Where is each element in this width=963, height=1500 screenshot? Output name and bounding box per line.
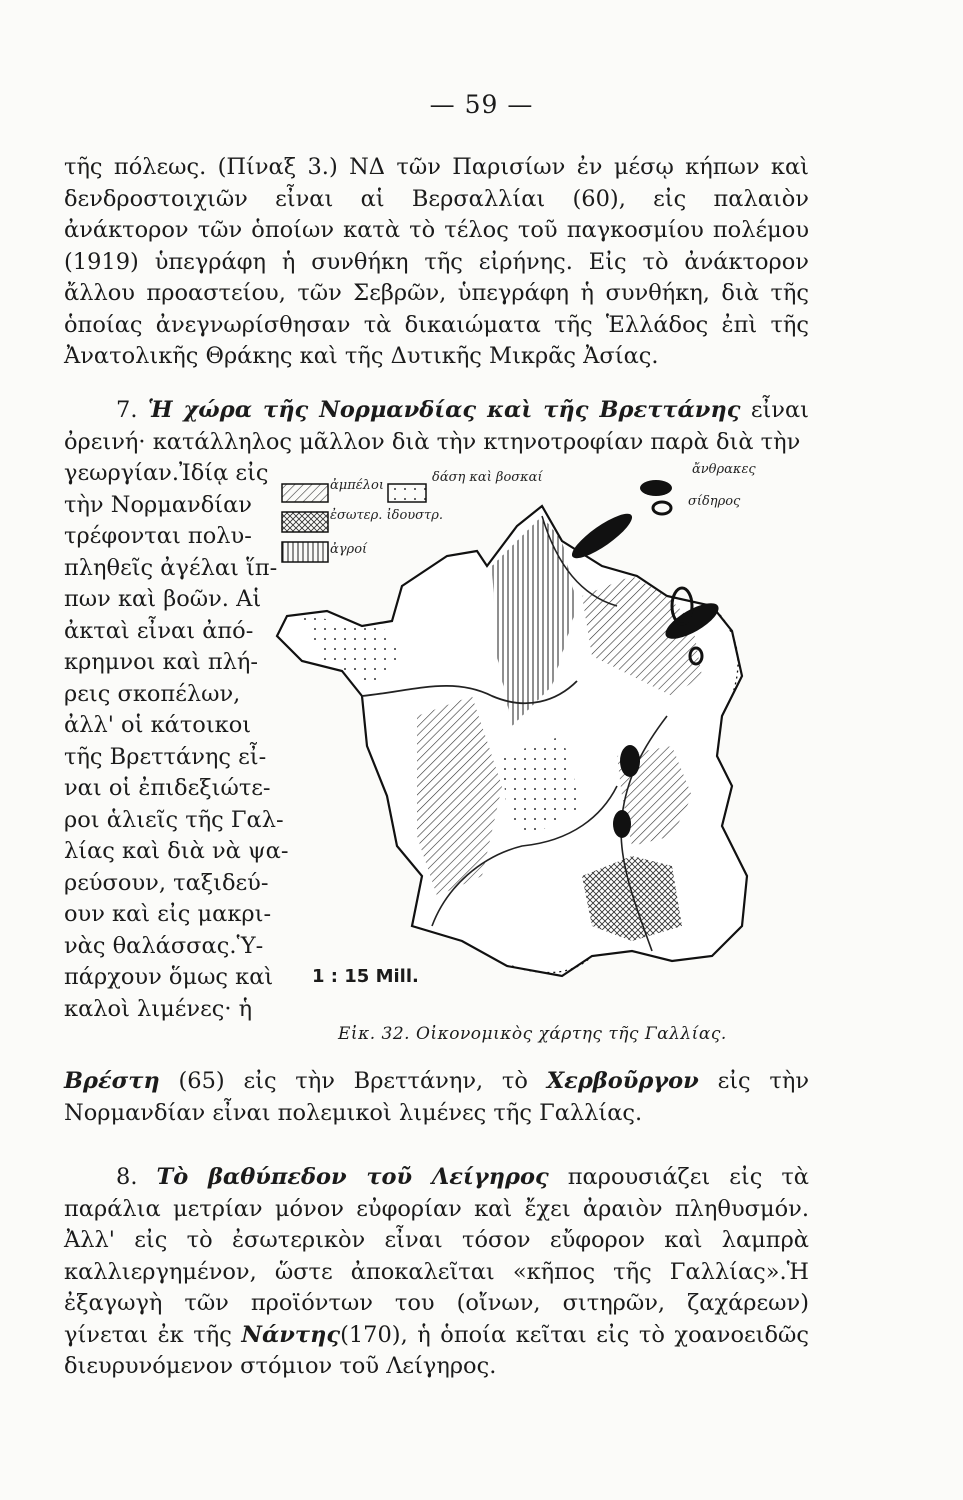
section-8-number: 8.: [116, 1164, 138, 1190]
section-7-text: εἶναι ὀρεινή· κατάλληλος μᾶλλον διὰ τὴν κτηνοτροφίαν παρὰ διὰ τὴν: [64, 397, 810, 455]
legend-box-fields: [282, 542, 328, 562]
paragraph-top: τῆς πόλεως. (Πίναξ 3.) ΝΔ τῶν Παρισίων ἐν μέσῳ κήπων καὶ δενδροστοιχιῶν εἶναι αἱ Βερσαλλίαι (60), εἰς παλαιὸν ἀνάκτορον τῶν ὁποίων κατὰ τὸ τέλος τοῦ παγκοσμίου πολέμου (1919) ὑπεγράφη ἡ συνθήκη τῆς εἰρήνης. Εἰς τὸ ἀνάκτορον ἄλλου προαστείου, τῶν Σεβρῶν, ὑπεγράφη ἡ συνθήκη, διὰ τῆς ὁποίας ἀνεγνωρίσθησαν τὰ δικαιώματα τῆς Ἑλλάδος ἐπὶ τῆς Ἀνατολικῆς Θράκης καὶ τῆς Δυτικῆς Μικρᾶς Ἀσίας.: [64, 154, 809, 369]
economic-map-france: [272, 456, 802, 1016]
legend-label-forests: δάση καὶ βοσκαί: [432, 470, 543, 485]
narrow-line: τὴν Νορμανδίαν: [64, 491, 252, 518]
figure-caption: Εἰκ. 32. Οἰκονομικὸς χάρτης τῆς Γαλλίας.: [338, 1024, 727, 1044]
narrow-line: πληθεῖς ἀγέλαι ἵπ-: [64, 554, 278, 581]
narrow-line: ναι οἱ ἐπιδεξιώτε-: [64, 775, 271, 801]
narrow-line: κρημνοι καὶ πλή-: [64, 649, 258, 675]
narrow-line: λίας καὶ διὰ νὰ ψα-: [64, 838, 289, 864]
narrow-line: γεωργίαν.Ἰδίᾳ εἰς: [64, 460, 269, 486]
port-brest-ref: (65): [178, 1068, 225, 1094]
legend-label-vineyards: ἀμπέλοι: [330, 478, 384, 493]
port-brest: Βρέστη: [64, 1068, 160, 1094]
section-8-title: Τὸ βαθύπεδον τοῦ Λείγηρος: [156, 1164, 549, 1190]
legend-coal-icon: [640, 480, 672, 496]
coal-deposit: [613, 810, 631, 838]
section-7-continuation: [64, 1066, 809, 1129]
narrow-line: νὰς θαλάσσας.Ὑ-: [64, 932, 264, 959]
section-8: [64, 1162, 809, 1383]
narrow-line: καλοὶ λιμένες· ἡ: [64, 995, 253, 1022]
narrow-line: τρέφονται πολυ-: [64, 523, 252, 549]
narrow-line: πων καὶ βοῶν. Αἱ: [64, 586, 262, 612]
legend-box-industrial: [282, 512, 328, 532]
coal-deposit: [567, 507, 637, 565]
legend-box-vineyards: [282, 484, 328, 502]
after-map-text-2: εἰς τὴν Νορμανδίαν εἶναι πολεμικοὶ λιμένες τῆς Γαλλίας.: [64, 1068, 810, 1126]
section-8-text: παρουσιάζει εἰς τὰ παράλια μετρίαν μόνον εὐφορίαν καὶ ἔχει ἀραιὸν πληθυσμόν. Ἀλλ' εἰς τὸ ἐσωτερικὸν εἶναι τόσον εὔφορον καὶ λαμπρὰ καλλιεργημένον, ὥστε ἀποκαλεῖται «κῆπος τῆς Γαλλίας».Ἡ ἐξαγωγὴ τῶν προϊόντων του (οἴνων, σιτηρῶν, ζαχάρεων) γίνεται ἐκ τῆς: [64, 1164, 809, 1348]
section-7-narrow-column: [64, 458, 289, 1025]
page-number: — 59 —: [429, 90, 534, 119]
map-scale: 1 : 15 Mill.: [312, 966, 419, 987]
city-nantes: Νάντης: [241, 1321, 341, 1348]
legend-label-coal: ἄνθρακες: [692, 462, 756, 477]
narrow-line: ἀκταὶ εἶναι ἀπό-: [64, 617, 254, 644]
narrow-line: ρεύσουν, ταξιδεύ-: [64, 869, 269, 896]
narrow-line: ροι ἁλιεῖς τῆς Γαλ-: [64, 806, 284, 833]
narrow-line: ἀλλ' οἱ κάτοικοι: [64, 712, 252, 738]
legend-label-fields: ἀγροί: [330, 542, 368, 557]
legend-box-forests: [388, 484, 426, 502]
legend-label-iron: σίδηρος: [688, 494, 741, 509]
legend-label-industrial: ἐσωτερ. ἰδουστρ.: [330, 508, 444, 523]
narrow-line: ρεις σκοπέλων,: [64, 680, 241, 707]
narrow-line: πάρχουν ὅμως καὶ: [64, 964, 274, 990]
section-7-title: Ἡ χώρα τῆς Νορμανδίας καὶ τῆς Βρεττάνης: [147, 397, 741, 423]
section-7-intro: [64, 395, 809, 458]
section-7-number: 7.: [116, 397, 138, 423]
narrow-line: τῆς Βρεττάνης εἶ-: [64, 743, 267, 770]
narrow-line: ουν καὶ εἰς μακρι-: [64, 901, 272, 927]
coal-deposit: [620, 745, 640, 777]
after-map-text: εἰς τὴν Βρεττάνην, τὸ: [243, 1068, 528, 1094]
section-8-text-2: (170), ἡ ὁποία κεῖται εἰς τὸ χοανοειδῶς διευρυνόμενον στόμιον τοῦ Λείγηρος.: [64, 1321, 810, 1379]
port-cherbourg: Χερβοῦργον: [546, 1068, 699, 1094]
legend-iron-icon: [653, 502, 671, 514]
